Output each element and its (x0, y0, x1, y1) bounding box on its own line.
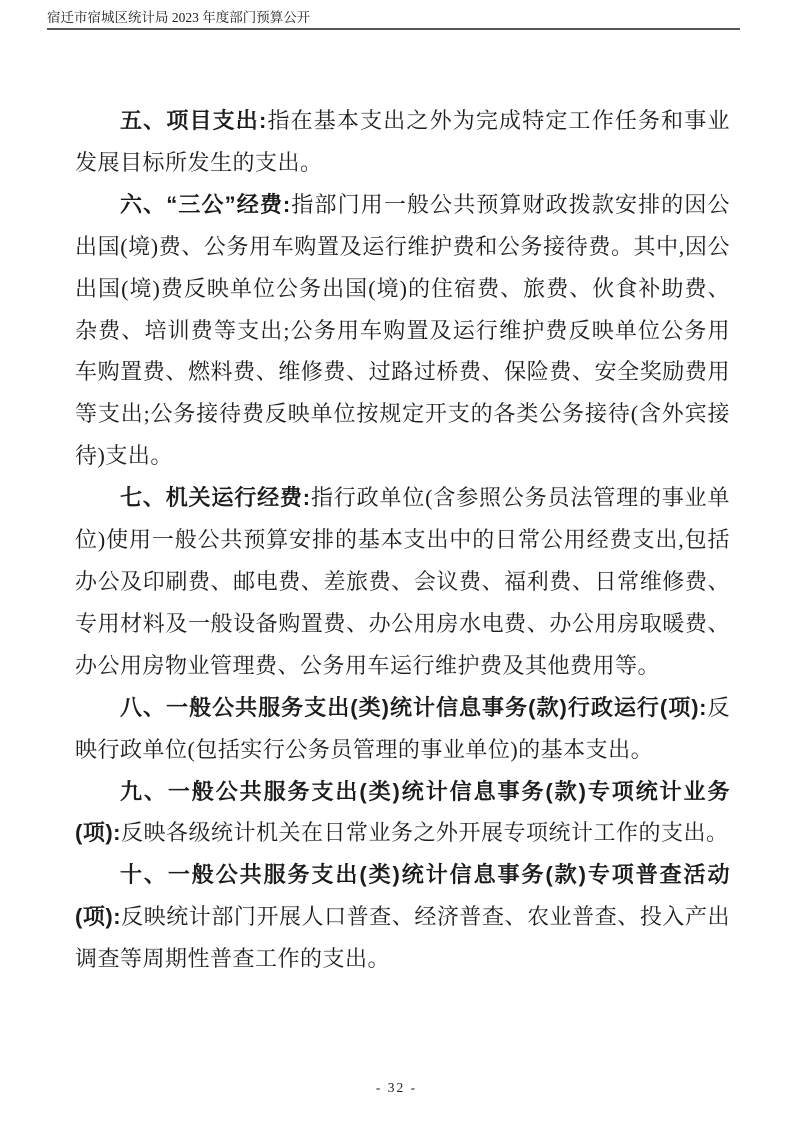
definition-body: 反映统计部门开展人口普查、经济普查、农业普查、投入产出调查等周期性普查工作的支出。 (75, 904, 730, 972)
definition-body: 指在基本支出之外为完成特定工作任务和事业发展目标所发生的支出。 (75, 108, 730, 175)
definition-body: 反映行政单位(包括实行公务员管理的事业单位)的基本支出。 (75, 694, 730, 762)
definition-paragraph (75, 100, 730, 184)
definitions-list (75, 100, 730, 980)
document-body (75, 100, 730, 980)
definition-body: 指部门用一般公共预算财政拨款安排的因公出国(境)费、公务用车购置及运行维护费和公务接待费。其中,因公出国(境)费反映单位公务出国(境)的住宿费、旅费、伙食补助费、杂费、培训费等支出;公务用车购置及运行维护费反映单位公务用车购置费、燃料费、维修费、过路过桥费、保险费、安全奖励费用等支出;公务接待费反映单位按规定开支的各类公务接待(含外宾接待)支出。 (75, 191, 730, 469)
definition-paragraph (75, 477, 730, 687)
definition-body: 指行政单位(含参照公务员法管理的事业单位)使用一般公共预算安排的基本支出中的日常公用经费支出,包括办公及印刷费、邮电费、差旅费、会议费、福利费、日常维修费、专用材料及一般设备购置费、办公用房水电费、办公用房取暖费、办公用房物业管理费、公务用车运行维护费及其他费用等。 (75, 485, 731, 678)
definition-heading: 十、一般公共服务支出(类)统计信息事务(款)专项普查活动(项): (75, 862, 730, 930)
definition-body: 反映各级统计机关在日常业务之外开展专项统计工作的支出。 (120, 820, 729, 846)
definition-paragraph (75, 854, 730, 980)
definition-heading: 八、一般公共服务支出(类)统计信息事务(款)行政运行(项): (120, 694, 707, 720)
definition-heading: 五、项目支出: (120, 108, 267, 133)
document-header (47, 10, 740, 30)
definition-heading: 九、一般公共服务支出(类)统计信息事务(款)专项统计业务(项): (75, 778, 730, 846)
page-number: - 32 - (375, 1080, 418, 1095)
document-footer (0, 1080, 793, 1096)
definition-heading: 七、机关运行经费: (120, 485, 311, 511)
definition-paragraph (75, 771, 730, 855)
definition-paragraph (75, 687, 730, 771)
definition-paragraph (75, 184, 730, 477)
definition-heading: 六、“三公”经费: (120, 191, 291, 217)
header-title: 宿迁市宿城区统计局 2023 年度部门预算公开 (47, 10, 311, 25)
